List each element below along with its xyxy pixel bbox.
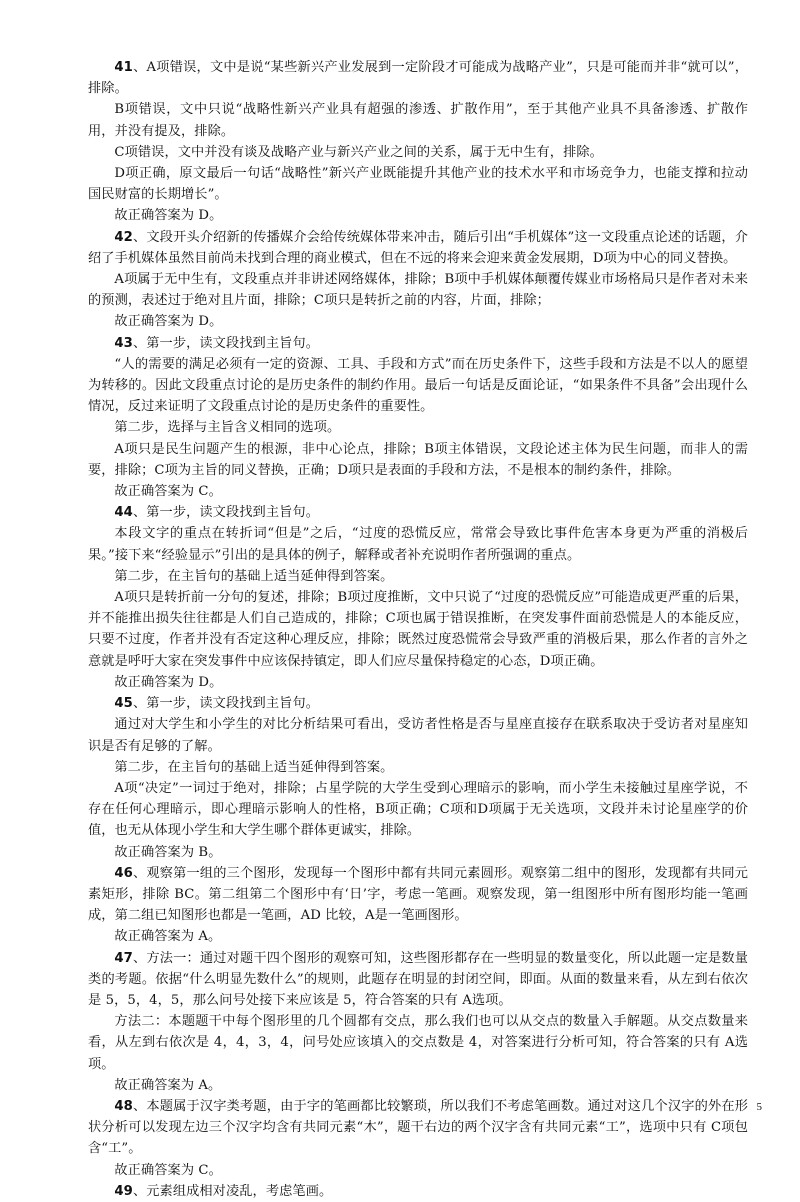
paragraph-text: B项错误，文中只说“战略性新兴产业具有超强的渗透、扩散作用”，至于其他产业具不具备渗透、扩散作用，并没有提及，排除。 (88, 102, 748, 139)
explanation-paragraph (88, 672, 748, 693)
explanation-paragraph (88, 439, 748, 481)
explanation-paragraph (88, 1075, 748, 1096)
paragraph-text: 故正确答案为 D。 (114, 674, 223, 690)
question-43-heading (88, 333, 748, 354)
explanation-paragraph (88, 566, 748, 587)
paragraph-text: 、第一步，读文段找到主旨句。 (132, 335, 319, 351)
question-42-heading (88, 227, 748, 269)
paragraph-text: D项正确，原文最后一句话“战略性”新兴产业既能提升其他产业的技术水平和市场竞争力，也能支撑和拉动国民财富的长期增长”。 (88, 166, 748, 203)
paragraph-text: 本段文字的重点在转折词“但是”之后，“过度的恐慌反应，常常会导致比事件危害本身更为严重的消极后果。”接下来“经验显示”引出的是具体的例子，解释或者补充说明作者所强调的重点。 (88, 526, 748, 563)
question-49-heading (88, 1181, 748, 1202)
paragraph-text: 故正确答案为 C。 (114, 1162, 222, 1178)
paragraph-text: A项属于无中生有，文段重点并非讲述网络媒体，排除；B项中手机媒体颠覆传媒业市场格局只是作者对未来的预测，表述过于绝对且片面，排除；C项只是转折之前的内容，片面，排除； (88, 272, 748, 309)
paragraph-text: 故正确答案为 B。 (114, 844, 222, 860)
paragraph-text: 故正确答案为 D。 (114, 208, 223, 224)
explanation-paragraph (88, 99, 748, 141)
question-number: 45 (114, 696, 133, 712)
explanation-paragraph (88, 269, 748, 311)
page-number: 5 (756, 1101, 762, 1113)
explanation-paragraph (88, 1160, 748, 1181)
paragraph-text: 故正确答案为 D。 (114, 314, 223, 330)
explanation-paragraph (88, 714, 748, 756)
question-41-heading (88, 57, 748, 99)
question-number: 46 (114, 865, 133, 881)
explanation-paragraph (88, 778, 748, 842)
question-number: 44 (114, 505, 133, 521)
paragraph-text: 、元素组成相对凌乱，考虑笔画。 (132, 1183, 333, 1199)
question-46-heading (88, 863, 748, 927)
question-45-heading (88, 693, 748, 714)
explanation-paragraph (88, 205, 748, 226)
explanation-paragraph (88, 587, 748, 672)
paragraph-text: 故正确答案为 A。 (114, 929, 222, 945)
question-number: 42 (114, 229, 133, 245)
question-47-heading (88, 948, 748, 1012)
paragraph-text: 故正确答案为 A。 (114, 1077, 222, 1093)
paragraph-text: 、第一步，读文段找到主旨句。 (132, 696, 319, 712)
explanation-paragraph (88, 926, 748, 947)
answer-explanations (88, 57, 748, 1202)
paragraph-text: “人的需要的满足必须有一定的资源、工具、手段和方式”而在历史条件下，这些手段和方法是不以人的愿望为转移的。因此文段重点讨论的是历史条件的制约作用。最后一句话是反面论证，“如果条件不具备”会出现什么情况，反过来证明了文段重点讨论的是历史条件的重要性。 (88, 356, 748, 415)
explanation-paragraph (88, 481, 748, 502)
paragraph-text: 、观察第一组的三个图形，发现每一个图形中都有共同元素圆形。观察第二组中的图形，发现都有共同元素矩形，排除 BC。第二组第二个图形中有‘日’字，考虑一笔画。观察发现，第一组图形中所有图形均能一笔画成，第二组已知图形也都是一笔画，AD 比较，A是一笔画图形。 (88, 865, 748, 924)
paragraph-text: 、本题属于汉字类考题，由于字的笔画都比较繁琐，所以我们不考虑笔画数。通过对这几个汉字的外在形状分析可以发现左边三个汉字均含有共同元素“木”，题干右边的两个汉字含有共同元素“工”，选项中只有 C项包含“工”。 (88, 1098, 748, 1157)
question-number: 41 (114, 60, 133, 75)
question-44-heading (88, 502, 748, 523)
question-number: 47 (114, 950, 133, 966)
paragraph-text: 、文段开头介绍新的传播媒介会给传统媒体带来冲击，随后引出“手机媒体”这一文段重点论述的话题，介绍了手机媒体虽然目前尚未找到合理的商业模式，但在不远的将来会迎来黄金发展期，D项为中心的同义替换。 (88, 229, 748, 266)
explanation-paragraph (88, 1011, 748, 1075)
paragraph-text: 、第一步，读文段找到主旨句。 (132, 505, 319, 521)
paragraph-text: 、方法一：通过对题干四个图形的观察可知，这些图形都存在一些明显的数量变化，所以此题一定是数量类的考题。依据“什么明显先数什么”的规则，此题存在明显的封闭空间，即面。从面的数量来看，从左到右依次是 5，5，4，5，那么问号处接下来应该是 5，符合答案的只有 A选项。 (88, 950, 748, 1008)
explanation-paragraph (88, 311, 748, 332)
paragraph-text: 通过对大学生和小学生的对比分析结果可看出，受访者性格是否与星座直接存在联系取决于受访者对星座知识是否有足够的了解。 (88, 717, 748, 754)
explanation-paragraph (88, 842, 748, 863)
explanation-paragraph (88, 354, 748, 418)
explanation-paragraph (88, 142, 748, 163)
question-48-heading (88, 1096, 748, 1160)
question-number: 48 (114, 1098, 133, 1114)
paragraph-text: 、A项错误，文中是说“某些新兴产业发展到一定阶段才可能成为战略产业”，只是可能而并非“就可以”，排除。 (88, 60, 748, 97)
paragraph-text: A项只是转折前一分句的复述，排除；B项过度推断，文中只说了“过度的恐慌反应”可能造成更严重的后果，并不能推出损失往往都是人们自己造成的，排除；C项也属于错误推断，在突发事件面前恐慌是人的本能反应，只要不过度，作者并没有否定这种心理反应，排除；既然过度恐慌常会导致严重的消极后果，那么作者的言外之意就是呼吁大家在突发事件中应该保持镇定，即人们应尽量保持稳定的心态，D项正确。 (88, 590, 748, 669)
paragraph-text: 方法二：本题题干中每个图形里的几个圆都有交点，那么我们也可以从交点的数量入手解题。从交点数量来看，从左到右依次是 4，4，3，4，问号处应该填入的交点数是 4，对答案进行分析可知，符合答案的只有 A选项。 (88, 1014, 748, 1072)
question-number: 49 (114, 1183, 133, 1199)
paragraph-text: C项错误，文中并没有谈及战略产业与新兴产业之间的关系，属于无中生有，排除。 (114, 144, 603, 160)
paragraph-text: 第二步，选择与主旨含义相同的选项。 (114, 420, 341, 436)
paragraph-text: 第二步，在主旨句的基础上适当延伸得到答案。 (114, 568, 394, 584)
paragraph-text: 第二步，在主旨句的基础上适当延伸得到答案。 (114, 759, 394, 775)
explanation-paragraph (88, 523, 748, 565)
explanation-paragraph (88, 163, 748, 205)
paragraph-text: A项只是民生问题产生的根源，非中心论点，排除；B项主体错误，文段论述主体为民生问题，而非人的需要，排除；C项为主旨的同义替换，正确；D项只是表面的手段和方法，不是根本的制约条件，排除。 (88, 441, 748, 478)
explanation-paragraph (88, 417, 748, 438)
question-number: 43 (114, 335, 133, 351)
explanation-paragraph (88, 757, 748, 778)
paragraph-text: A项“决定”一词过于绝对，排除；占星学院的大学生受到心理暗示的影响，而小学生未接触过星座学说，不存在任何心理暗示，即心理暗示影响人的性格，B项正确；C项和D项属于无关选项，文段并未讨论星座学的价值，也无从体现小学生和大学生哪个群体更诚实，排除。 (88, 780, 748, 839)
paragraph-text: 故正确答案为 C。 (114, 484, 222, 500)
